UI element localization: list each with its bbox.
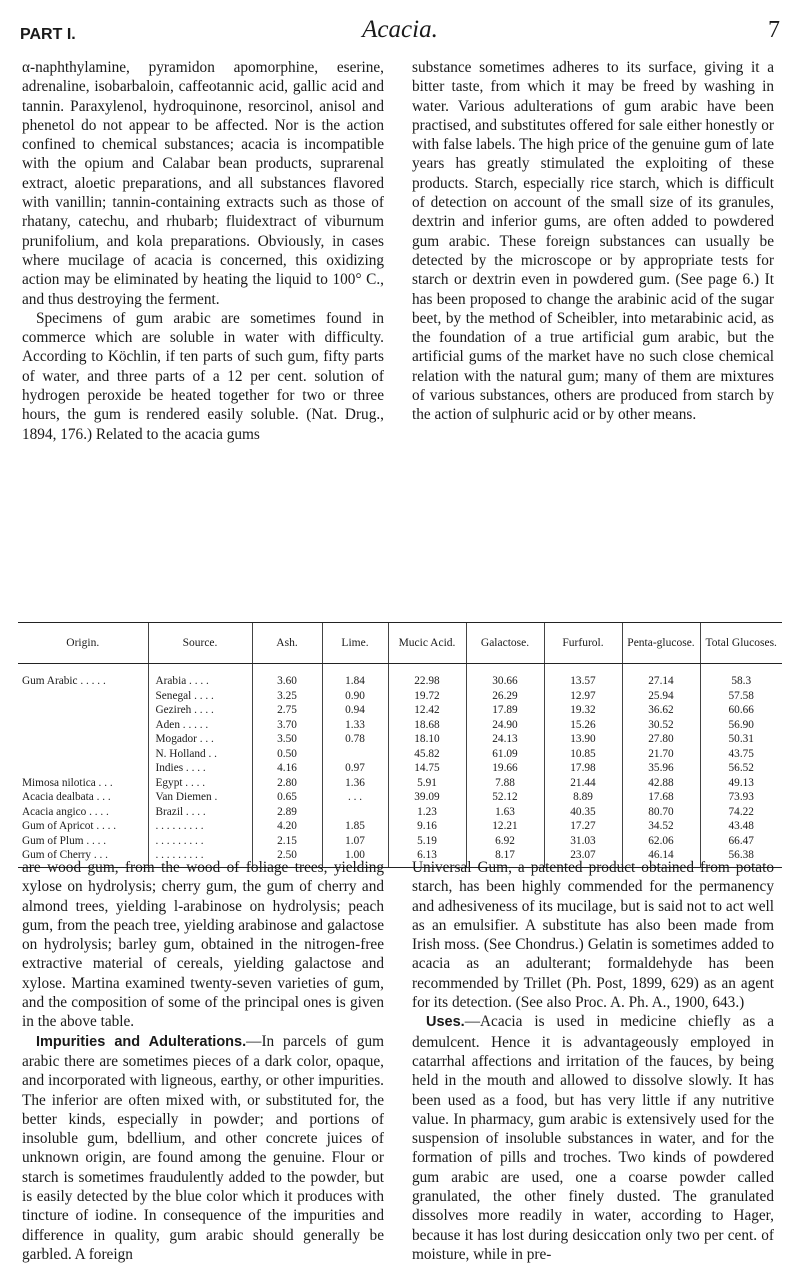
table-cell-origin — [22, 718, 148, 733]
table-cell-galactose: 17.89 — [492, 704, 518, 716]
paragraph: substance sometimes adheres to its surface, giving it a bitter taste, from which it may be freed by washing in water. Various adulterations of gum arabic have been practised, and substitutes offered for sale either honestly or with false labels. The high price of the genuine gum of late years has greatly stimulated the exploiting of these products. Starch, especially rice starch, which is difficult of detection on account of the small size of its granules, dextrin and inferior gums, are often added to powdered gum arabic. These foreign substances can usually be detected by the microscope or by appropriate tests for starch or dextrin even in powdered gum. (See page 6.) It has been proposed to change the arabinic acid of the sugar beet, by the method of Scheibler, into metarabinic acid, as the foundation of a true artificial gum arabic, but the artificial gums of the market have no such close chemical relation with the natural gum; many of them are mixtures of various substances, others are produced from starch by the action of sulphuric acid or by other means. — [412, 59, 774, 424]
table-cell-ash: 3.50 — [277, 733, 297, 745]
running-header — [20, 10, 780, 44]
table-cell-origin — [22, 732, 148, 747]
table-cell-source: Gezireh . . . . — [155, 704, 214, 716]
table-cell-penta: 17.68 — [648, 791, 674, 803]
table-cell-source: Mogador . . . — [155, 733, 214, 745]
table-cell-furfurol: 17.98 — [570, 762, 596, 774]
table-cell-source: Brazil . . . . — [155, 805, 206, 818]
table-cell-origin: Gum Arabic . . . . . — [22, 675, 106, 687]
table-cell-ash: 4.20 — [277, 820, 297, 832]
table-cell-ash: 3.70 — [277, 718, 297, 731]
table-cell-total: 56.52 — [728, 762, 754, 774]
table-cell-furfurol: 12.97 — [570, 689, 596, 702]
paragraph — [22, 1032, 384, 1264]
table-cell-total: 60.66 — [728, 704, 754, 716]
table-cell-furfurol: 8.89 — [573, 791, 593, 803]
ash-column — [252, 664, 322, 868]
table-cell-galactose: 26.29 — [492, 689, 518, 702]
table-cell-source: . . . . . . . . . — [155, 820, 204, 832]
table-cell-lime: 1.33 — [345, 718, 365, 731]
table-cell-ash: 0.65 — [277, 791, 297, 803]
table-cell-furfurol: 31.03 — [570, 834, 596, 847]
table-cell-galactose: 19.66 — [492, 762, 518, 774]
table-cell-lime: 0.78 — [345, 733, 365, 745]
table-cell-lime: 1.84 — [345, 675, 365, 687]
table-cell-mucic: 6.13 — [417, 849, 437, 861]
table-cell-furfurol: 40.35 — [570, 805, 596, 818]
table-cell-total: 66.47 — [728, 834, 754, 847]
table-cell-mucic: 19.72 — [414, 689, 440, 702]
table-cell-ash: 2.15 — [277, 834, 297, 847]
table-cell-mucic: 45.82 — [414, 747, 440, 760]
paragraph: are wood gum, from the wood of foliage trees, yielding xylose on hydrolysis; cherry gum, the gum of cherry and almond trees, yielding l-arabinose on hydrolysis; peach gum, from the peach tree, yielding arabinose and galactose on hydrolysis; barley gum, obtained in the nitrogen-free extractive material of cereals, yielding galactose and xylose. Martina examined twenty-seven varieties of gum, and the composition of some of the principal ones is given in the above table. — [22, 859, 384, 1031]
column-header: Origin. — [18, 623, 148, 664]
table-cell-galactose: 24.90 — [492, 718, 518, 731]
table-cell-penta: 27.14 — [648, 675, 674, 687]
column-header: Mucic Acid. — [388, 623, 466, 664]
table-cell-total: 58.3 — [731, 675, 752, 687]
table-cell-source: Egypt . . . . — [155, 776, 206, 789]
table-cell-penta: 35.96 — [648, 762, 674, 774]
table-cell-ash: 3.25 — [277, 689, 297, 702]
table-cell-source: Van Diemen . — [155, 791, 218, 803]
table-cell-origin: Acacia angico . . . . — [22, 805, 109, 818]
table-header-row — [18, 623, 782, 664]
part-label: PART I. — [20, 26, 76, 43]
paragraph: α-naphthylamine, pyramidon apomorphine, eserine, adrenaline, isobarbaloin, caffeotannic acid, gallic acid and tannin. Paraxylenol, hydroquinone, resorcinol, anisol and phenetol do not appear to be affected. Nor is the action confined to chemical substances; acacia is incompatible with the opium and Calabar bean products, suprarenal extract, aloetic preparations, and all substances flavored with vanillin; tannin-containing extracts such as those of rhatany, catechu, and rhubarb; fluidextract of viburnum prunifolium, and kola preparations. Obviously, in cases where mucilage of acacia is concerned, this oxidizing action may be eliminated by heating the liquid to 100° C., and thus destroying the ferment. — [22, 59, 384, 308]
table-cell-source: N. Holland . . — [155, 747, 217, 760]
table-cell-total: 43.75 — [728, 747, 754, 760]
table-cell-lime: 1.07 — [345, 834, 365, 847]
table-cell-source: Aden . . . . . — [155, 718, 209, 731]
table-cell-ash: 4.16 — [277, 762, 297, 774]
table-cell-galactose: 30.66 — [492, 675, 518, 687]
table-cell-origin — [22, 761, 148, 776]
left-column-bottom — [22, 858, 384, 1264]
table-cell-lime — [323, 805, 388, 820]
table-cell-origin — [22, 747, 148, 762]
table-cell-origin — [22, 703, 148, 718]
table-cell-penta: 34.52 — [648, 820, 674, 832]
table-cell-mucic: 5.19 — [417, 834, 437, 847]
lime-column — [322, 664, 388, 868]
table-cell-total: 56.38 — [728, 849, 754, 861]
table-cell-source: . . . . . . . . . — [155, 849, 204, 861]
table-cell-total: 50.31 — [728, 733, 754, 745]
galactose-column — [466, 664, 544, 868]
table-cell-galactose: 6.92 — [495, 834, 515, 847]
table-cell-total: 73.93 — [728, 791, 754, 803]
table-cell-source: Arabia . . . . — [155, 675, 209, 687]
section-heading-uses: Uses. — [426, 1014, 465, 1031]
table-cell-lime: 0.94 — [345, 704, 365, 716]
table-cell-lime: 0.90 — [345, 689, 365, 702]
table-cell-lime: 1.00 — [345, 849, 365, 861]
origin-column — [18, 664, 148, 868]
column-header: Lime. — [322, 623, 388, 664]
table-cell-mucic: 18.68 — [414, 718, 440, 731]
table-body-row — [18, 664, 782, 868]
table-cell-origin: Gum of Apricot . . . . — [22, 820, 117, 832]
table-cell-origin: Gum of Plum . . . . — [22, 834, 107, 847]
impurities-text: —In parcels of gum arabic there are sometimes pieces of a dark color, opaque, and incorporated with ligneous, earthy, or other impurities. The inferior are often mixed with, or substituted for, the better kinds, especially in powder; and portions of insoluble gum, bdellium, and other concrete juices of unknown origin, are found among the genuine. Flour or starch is sometimes fraudulently added to the powder, but is easily detected by the blue color which it produces with tincture of iodine. In consequence of the impurities and difference in quality, gum arabic should generally be garbled. A foreign — [22, 1032, 384, 1263]
paragraph: Specimens of gum arabic are sometimes found in commerce which are soluble in water with difficulty. According to Köchlin, if ten parts of such gum, fifty parts of water, and three parts of a 12 per cent. solution of hydrogen peroxide be heated together for two or three hours, the gum is rendered easily soluble. (Nat. Drug., 1894, 176.) Related to the acacia gums — [22, 309, 384, 443]
table-cell-penta: 25.94 — [648, 689, 674, 702]
table-cell-total: 56.90 — [728, 718, 754, 731]
table-cell-ash: 2.89 — [277, 805, 297, 818]
table-cell-furfurol: 19.32 — [570, 704, 596, 716]
table-cell-furfurol: 17.27 — [570, 820, 596, 832]
table-cell-galactose: 7.88 — [495, 776, 515, 789]
table-cell-penta: 42.88 — [648, 776, 674, 789]
table-cell-furfurol: 23.07 — [570, 849, 596, 861]
table-cell-furfurol: 13.90 — [570, 733, 596, 745]
column-header: Source. — [148, 623, 252, 664]
table-cell-furfurol: 10.85 — [570, 747, 596, 760]
table-cell-penta: 30.52 — [648, 718, 674, 731]
table-cell-origin: Gum of Cherry . . . — [22, 849, 108, 861]
table-cell-galactose: 52.12 — [492, 791, 518, 803]
table-cell-lime — [323, 747, 388, 762]
table-cell-ash: 2.50 — [277, 849, 297, 861]
table-cell-lime: . . . — [347, 791, 363, 803]
table-cell-galactose: 61.09 — [492, 747, 518, 760]
table-cell-furfurol: 13.57 — [570, 675, 596, 687]
page-number: 7 — [768, 17, 780, 43]
table-cell-source: . . . . . . . . . — [155, 834, 204, 847]
table-cell-furfurol: 21.44 — [570, 776, 596, 789]
table-cell-mucic: 14.75 — [414, 762, 440, 774]
table-cell-lime: 1.85 — [345, 820, 365, 832]
table-cell-total: 43.48 — [728, 820, 754, 832]
table-cell-galactose: 24.13 — [492, 733, 518, 745]
table-cell-mucic: 5.91 — [417, 776, 437, 789]
table-cell-galactose: 12.21 — [492, 820, 518, 832]
table-cell-mucic: 12.42 — [414, 704, 440, 716]
uses-text: —Acacia is used in medicine chiefly as a demulcent. Hence it is advantageously employed in catarrhal affections and irritation of the fauces, by being held in the mouth and allowed to dissolve slowly. It has been used as a food, but has very little if any nutritive value. In pharmacy, gum arabic is extensively used for the suspension of insoluble substances in water, and for the formation of pills and troches. Two kinds of powdered gum arabic are used, one a coarse powder called granulated, the other finely dusted. The granulated dissolves more readily in water, according to Hager, because it has lost during desiccation only two per cent. of moisture, while in pre- — [412, 1013, 774, 1263]
right-column-top — [412, 58, 774, 425]
table-cell-mucic: 1.23 — [417, 805, 437, 818]
source-column — [148, 664, 252, 868]
table-cell-penta: 46.14 — [648, 849, 674, 861]
table-cell-ash: 2.75 — [277, 704, 297, 716]
column-header: Galactose. — [466, 623, 544, 664]
total-glucoses-column — [700, 664, 782, 868]
table-cell-penta: 27.80 — [648, 733, 674, 745]
column-header: Total Glucoses. — [700, 623, 782, 664]
penta-glucose-column — [622, 664, 700, 868]
paragraph: Universal Gum, a patented product obtained from potato starch, has been highly commended for the permanency and adhesiveness of its mucilage, but is said not to act well as an emulsifier. A substitute has also been made from Irish moss. (See Chondrus.) Gelatin is sometimes added to acacia as an adulterant; formaldehyde has been recommended by Trillet (Ph. Post, 1899, 629) as an agent for its detection. (See also Proc. A. Ph. A., 1900, 643.) — [412, 859, 774, 1012]
table-cell-penta: 62.06 — [648, 834, 674, 847]
table-cell-total: 49.13 — [728, 776, 754, 789]
table-cell-penta: 80.70 — [648, 805, 674, 818]
table-cell-source: Senegal . . . . — [155, 689, 214, 702]
table-cell-origin: Acacia dealbata . . . — [22, 791, 111, 803]
paragraph — [412, 1012, 774, 1264]
section-heading-impurities: Impurities and Adulterations. — [36, 1033, 247, 1050]
table-cell-galactose: 8.17 — [495, 849, 515, 861]
table-cell-mucic: 18.10 — [414, 733, 440, 745]
column-header: Penta-glucose. — [622, 623, 700, 664]
table-cell-origin: Mimosa nilotica . . . — [22, 776, 113, 789]
column-header: Furfurol. — [544, 623, 622, 664]
table-cell-lime: 1.36 — [345, 776, 365, 789]
table-cell-lime: 0.97 — [345, 762, 365, 774]
right-column-bottom — [412, 858, 774, 1264]
mucic-acid-column — [388, 664, 466, 868]
table-cell-mucic: 9.16 — [417, 820, 437, 832]
table-cell-mucic: 22.98 — [414, 675, 440, 687]
gum-composition-table — [18, 622, 782, 868]
table-cell-furfurol: 15.26 — [570, 718, 596, 731]
table-cell-mucic: 39.09 — [414, 791, 440, 803]
table-cell-ash: 3.60 — [277, 675, 297, 687]
furfurol-column — [544, 664, 622, 868]
column-header: Ash. — [252, 623, 322, 664]
table-cell-total: 74.22 — [728, 805, 754, 818]
table-cell-origin — [22, 689, 148, 704]
table-cell-penta: 36.62 — [648, 704, 674, 716]
table-cell-ash: 0.50 — [277, 747, 297, 760]
table-cell-total: 57.58 — [728, 689, 754, 702]
left-column-top — [22, 58, 384, 444]
page-title: Acacia. — [362, 16, 438, 43]
table-cell-ash: 2.80 — [277, 776, 297, 789]
table-cell-galactose: 1.63 — [495, 805, 515, 818]
table-cell-penta: 21.70 — [648, 747, 674, 760]
table-cell-source: Indies . . . . — [155, 762, 206, 774]
